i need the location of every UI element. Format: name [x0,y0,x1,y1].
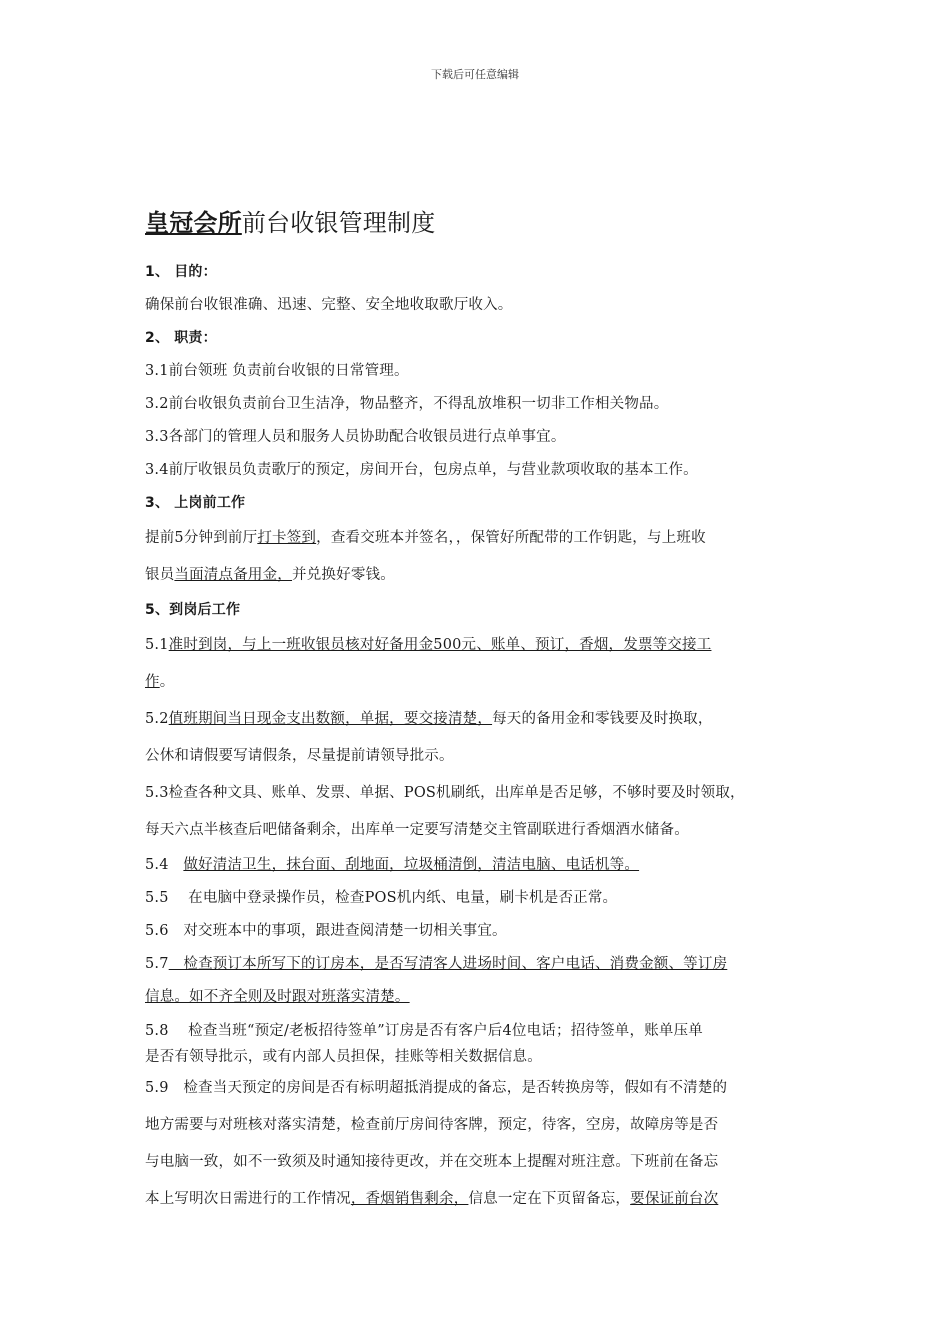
item-5-1-line-1 [145,627,813,664]
pre-shift-line-1 [145,520,813,557]
text-run: 并兑换好零钱。 [292,567,395,583]
header-note: 下载后可任意编辑 [431,68,519,81]
underlined-run: ，香烟销售剩余， [350,1191,469,1207]
underlined-run: 当面清点备用金， [174,567,293,583]
item-5-2-line-2: 公休和请假要写请假条，尽量提前请领导批示。 [145,748,454,764]
item-5-9-line-3: 与电脑一致，如不一致须及时通知接待更改，并在交班本上提醒对班注意。下班前在备忘 [145,1154,719,1170]
duty-3-4: 3.4前厅收银员负责歌厅的预定，房间开台，包房点单，与营业款项收取的基本工作。 [145,462,698,478]
item-5-9-line-4 [145,1181,813,1218]
duty-3-2: 3.2前台收银负责前台卫生洁净，物品整齐，不得乱放堆积一切非工作相关物品。 [145,396,669,412]
section-5-heading: 5、到岗后工作 [145,602,241,618]
text-run: 本上写明次日需进行的工作情况 [145,1191,351,1207]
item-5-9-line-2: 地方需要与对班核对落实清楚，检查前厅房间待客牌，预定，待客，空房，故障房等是否 [145,1117,719,1133]
text-run: 每天的备用金和零钱要及时换取， [492,711,713,727]
text-run: 提前5分钟到前厅 [145,530,258,546]
item-5-9-line-1: 5.9 检查当天预定的房间是否有标明超抵消提成的备忘，是否转换房等，假如有不清楚的 [145,1080,728,1096]
item-5-3-line-1: 5.3检查各种文具、账单、发票、单据、POS机刷纸，出库单是否足够，不够时要及时领取， [145,785,745,801]
text-run: 5.1 [145,637,169,653]
document-body [145,200,813,1218]
section-1-heading: 1、 目的： [145,264,217,280]
pre-shift-line-2 [145,557,813,594]
underlined-run: 检查预订本所写下的订房本，是否写清客人进场时间、客户电话、消费金额、等订房 [168,956,728,972]
underlined-run: 作 [145,674,160,690]
title-brand: 皇冠会所 [145,209,242,237]
item-5-8-line-2: 是否有领导批示，或有内部人员担保，挂账等相关数据信息。 [145,1049,542,1065]
text-run: 信息一定在下页留备忘， [468,1191,631,1207]
underlined-run: 信息。如不齐全则及时跟对班落实清楚。 [145,989,410,1005]
text-run: 5.7 [145,956,169,972]
text-run: 。 [159,674,175,690]
underlined-run: 打卡签到 [257,530,317,546]
item-5-8-line-1: 5.8 检查当班“预定/老板招待签单”订房是否有客户后4位电话；招待签单，账单压单 [145,1023,704,1039]
underlined-run: 做好清洁卫生，抹台面、刮地面，垃圾桶清倒，清洁电脑、电话机等。 [183,857,640,873]
text-run: 银员 [145,567,175,583]
underlined-run: 准时到岗，与上一班收银员核对好备用金500元、账单、预订，香烟，发票等交接工 [168,637,712,653]
item-5-1-line-2 [145,664,813,701]
section-2-heading: 2、 职责： [145,330,217,346]
duty-3-1: 3.1前台领班 负责前台收银的日常管理。 [145,363,409,379]
underlined-run: 值班期间当日现金支出数额，单据，要交接清楚， [168,711,493,727]
section-1-text: 确保前台收银准确、迅速、完整、安全地收取歌厅收入。 [145,297,513,313]
title-rest: 前台收银管理制度 [241,209,436,237]
text-run: ，查看交班本并签名，，保管好所配带的工作钥匙，与上班收 [316,530,706,546]
section-3-heading: 3、 上岗前工作 [145,495,246,511]
item-5-4 [145,849,813,882]
underlined-run: 要保证前台次 [630,1191,719,1207]
text-run: 5.4 [145,857,184,873]
item-5-7-line-1 [145,948,813,981]
item-5-2-line-1 [145,701,813,738]
duty-3-3: 3.3各部门的管理人员和服务人员协助配合收银员进行点单事宜。 [145,429,566,445]
item-5-7-line-2 [145,981,813,1014]
document-title [145,200,813,246]
text-run: 5.2 [145,711,169,727]
item-5-6: 5.6 对交班本中的事项，跟进查阅清楚一切相关事宜。 [145,923,507,939]
item-5-5: 5.5 在电脑中登录操作员，检查POS机内纸、电量，刷卡机是否正常。 [145,890,618,906]
item-5-3-line-2: 每天六点半核查后吧储备剩余，出库单一定要写清楚交主管副联进行香烟酒水储备。 [145,822,689,838]
